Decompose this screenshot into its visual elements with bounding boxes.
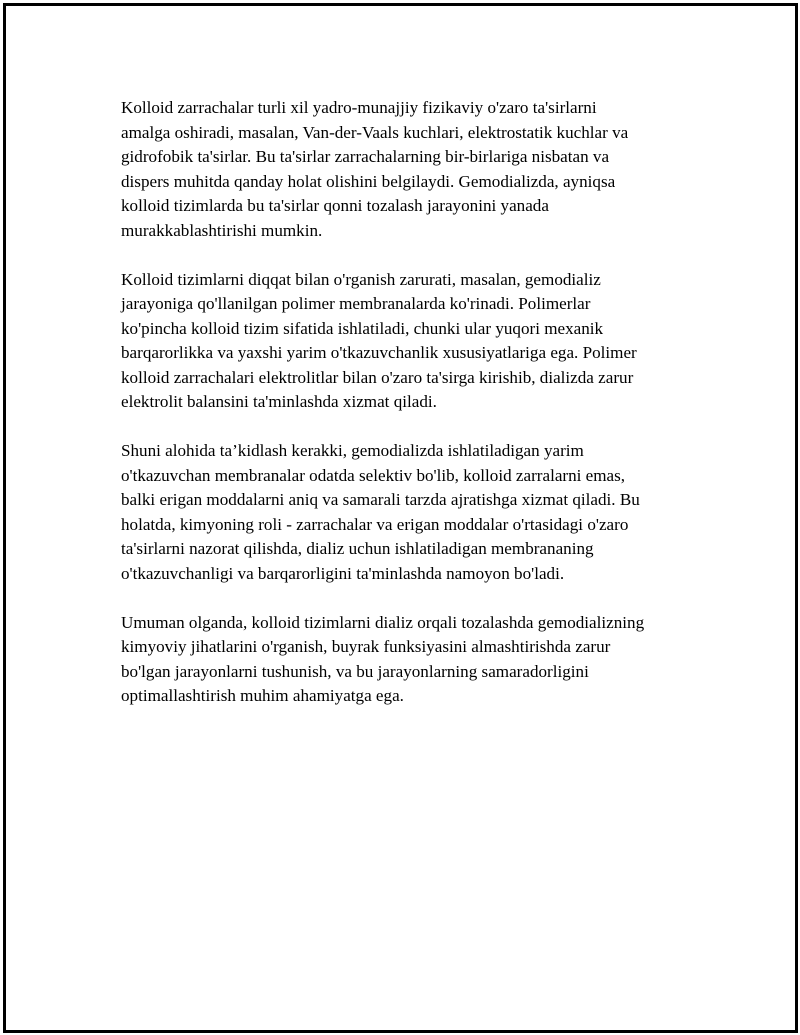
paragraph-1: Kolloid zarrachalar turli xil yadro-munajjiy fizikaviy o'zaro ta'sirlarni amalga oshiradi, masalan, Van-der-Vaals kuchlari, elektrostatik kuchlar va gidrofobik ta'sirlar. Bu ta'sirlar zarrachalarning bir-birlariga nisbatan va dispers muhitda qanday holat olishini belgilaydi. Gemodializda, ayniqsa kolloid tizimlarda bu ta'sirlar qonni tozalash jarayonini yanada murakkablashtirishi mumkin.	[121, 98, 629, 240]
paragraph-2: Kolloid tizimlarni diqqat bilan o'rganish zarurati, masalan, gemodializ jarayoniga qo'llanilgan polimer membranalarda ko'rinadi. Polimerlar ko'pincha kolloid tizim sifatida ishlatiladi, chunki ular yuqori mexanik barqarorlikka va yaxshi yarim o'tkazuvchanlik xususiyatlariga ega. Polimer kolloid zarrachalari elektrolitlar bilan o'zaro ta'sirga kirishib, dializda zarur elektrolit balansini ta'minlashda xizmat qiladi.	[121, 269, 637, 411]
page-frame	[3, 3, 798, 1033]
paragraph-3: Shuni alohida ta’kidlash kerakki, gemodializda ishlatiladigan yarim o'tkazuvchan membranalar odatda selektiv bo'lib, kolloid zarralarni emas, balki erigan moddalarni aniq va samarali tarzda ajratishga xizmat qiladi. Bu holatda, kimyoning roli - zarrachalar va erigan moddalar o'rtasidagi o'zaro ta'sirlarni nazorat qilishda, dializ uchun ishlatiladigan membrananing o'tkazuvchanligi va barqarorligini ta'minlashda namoyon bo'ladi.	[121, 441, 640, 583]
paragraph-4: Umuman olganda, kolloid tizimlarni dializ orqali tozalashda gemodializning kimyoviy jihatlarini o'rganish, buyrak funksiyasini almashtirishda zarur bo'lgan jarayonlarni tushunish, va bu jarayonlarning samaradorligini optimallashtirish muhim ahamiyatga ega.	[121, 612, 645, 705]
document-body	[121, 96, 711, 733]
